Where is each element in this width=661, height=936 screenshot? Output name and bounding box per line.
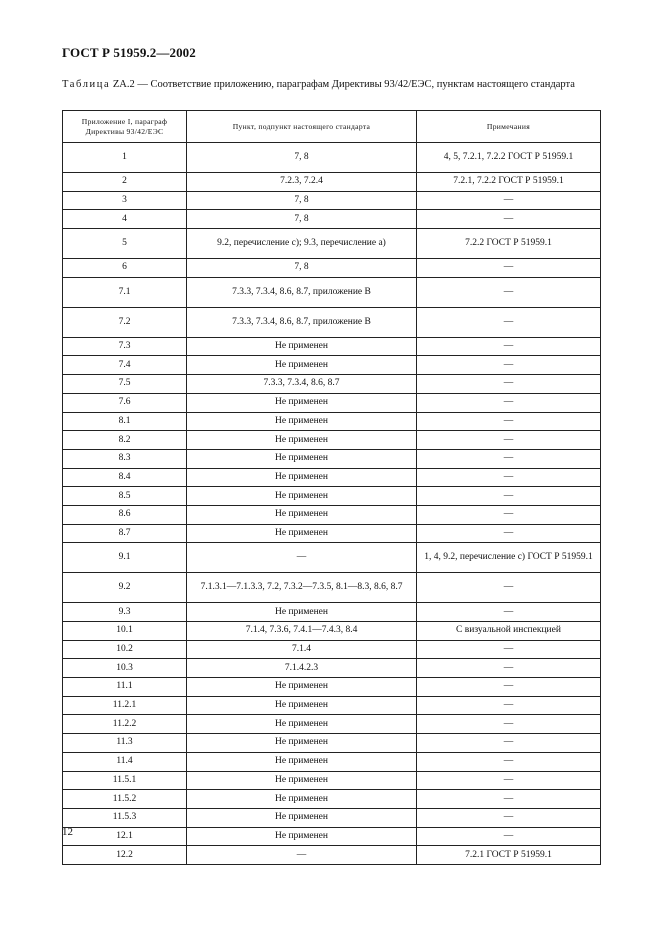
cell-annex-paragraph: 2	[63, 173, 187, 192]
cell-annex-paragraph: 7.6	[63, 393, 187, 412]
cell-annex-paragraph: 5	[63, 229, 187, 259]
table-row	[63, 277, 601, 307]
cell-notes: —	[417, 696, 601, 715]
cell-notes: —	[417, 337, 601, 356]
cell-annex-paragraph: 8.7	[63, 524, 187, 543]
cell-standard-clause: Не применен	[187, 449, 417, 468]
cell-notes: —	[417, 356, 601, 375]
table-row	[63, 505, 601, 524]
table-row	[63, 771, 601, 790]
table-row	[63, 752, 601, 771]
cell-annex-paragraph: 10.2	[63, 640, 187, 659]
cell-standard-clause: 7.1.3.1—7.1.3.3, 7.2, 7.3.2—7.3.5, 8.1—8.3, 8.6, 8.7	[187, 573, 417, 603]
table-row	[63, 808, 601, 827]
cell-notes: —	[417, 210, 601, 229]
cell-standard-clause: Не применен	[187, 505, 417, 524]
cell-notes: —	[417, 191, 601, 210]
table-row	[63, 659, 601, 678]
cell-standard-clause: Не применен	[187, 603, 417, 622]
cell-notes: —	[417, 603, 601, 622]
table-row	[63, 307, 601, 337]
cell-standard-clause: 7, 8	[187, 259, 417, 278]
header-annex-paragraph: Приложение I, параграф Директивы 93/42/ЕЭС	[63, 111, 187, 143]
cell-annex-paragraph: 10.3	[63, 659, 187, 678]
cell-standard-clause: Не применен	[187, 356, 417, 375]
cell-annex-paragraph: 12.1	[63, 827, 187, 846]
cell-notes: —	[417, 790, 601, 809]
table-row	[63, 191, 601, 210]
cell-standard-clause: Не применен	[187, 524, 417, 543]
table-row	[63, 229, 601, 259]
table-row	[63, 210, 601, 229]
table-row	[63, 259, 601, 278]
table-row	[63, 393, 601, 412]
caption-label: Таблица	[62, 79, 111, 90]
cell-notes: —	[417, 573, 601, 603]
cell-notes: —	[417, 259, 601, 278]
cell-notes: —	[417, 449, 601, 468]
table-row	[63, 846, 601, 865]
cell-standard-clause: —	[187, 846, 417, 865]
cell-notes: —	[417, 307, 601, 337]
cell-notes: 7.2.1 ГОСТ Р 51959.1	[417, 846, 601, 865]
table-row	[63, 143, 601, 173]
table-row	[63, 678, 601, 697]
cell-annex-paragraph: 7.2	[63, 307, 187, 337]
header-standard-clause: Пункт, подпункт настоящего стандарта	[187, 111, 417, 143]
table-row	[63, 412, 601, 431]
cell-annex-paragraph: 11.5.3	[63, 808, 187, 827]
table-row	[63, 734, 601, 753]
cell-annex-paragraph: 4	[63, 210, 187, 229]
page-number: 12	[62, 826, 73, 838]
cell-standard-clause: Не применен	[187, 468, 417, 487]
cell-notes: —	[417, 827, 601, 846]
cell-standard-clause: Не применен	[187, 734, 417, 753]
cell-standard-clause: 7.3.3, 7.3.4, 8.6, 8.7	[187, 375, 417, 394]
cell-notes: —	[417, 752, 601, 771]
table-row	[63, 337, 601, 356]
cell-notes: —	[417, 524, 601, 543]
cell-annex-paragraph: 11.1	[63, 678, 187, 697]
cell-standard-clause: 7.3.3, 7.3.4, 8.6, 8.7, приложение В	[187, 307, 417, 337]
table-caption	[62, 78, 602, 91]
cell-standard-clause: 7.3.3, 7.3.4, 8.6, 8.7, приложение В	[187, 277, 417, 307]
cell-standard-clause: Не применен	[187, 431, 417, 450]
table-row	[63, 468, 601, 487]
cell-annex-paragraph: 11.5.2	[63, 790, 187, 809]
table-row	[63, 524, 601, 543]
cell-notes: —	[417, 715, 601, 734]
cell-notes: —	[417, 393, 601, 412]
cell-standard-clause: Не применен	[187, 337, 417, 356]
cell-notes: —	[417, 808, 601, 827]
cell-annex-paragraph: 11.2.1	[63, 696, 187, 715]
cell-standard-clause: Не применен	[187, 790, 417, 809]
cell-annex-paragraph: 11.2.2	[63, 715, 187, 734]
cell-annex-paragraph: 8.5	[63, 487, 187, 506]
cell-annex-paragraph: 9.1	[63, 543, 187, 573]
cell-notes: —	[417, 375, 601, 394]
cell-standard-clause: 7.2.3, 7.2.4	[187, 173, 417, 192]
cell-standard-clause: 7, 8	[187, 210, 417, 229]
correspondence-table	[62, 110, 601, 865]
cell-notes: 1, 4, 9.2, перечисление с) ГОСТ Р 51959.1	[417, 543, 601, 573]
table-row	[63, 543, 601, 573]
cell-annex-paragraph: 7.3	[63, 337, 187, 356]
table-header-row	[63, 111, 601, 143]
cell-annex-paragraph: 11.3	[63, 734, 187, 753]
cell-standard-clause: Не применен	[187, 678, 417, 697]
cell-standard-clause: 7, 8	[187, 191, 417, 210]
cell-standard-clause: Не применен	[187, 715, 417, 734]
cell-annex-paragraph: 8.3	[63, 449, 187, 468]
cell-standard-clause: 7.1.4	[187, 640, 417, 659]
cell-standard-clause: Не применен	[187, 393, 417, 412]
cell-annex-paragraph: 12.2	[63, 846, 187, 865]
cell-standard-clause: 7, 8	[187, 143, 417, 173]
cell-notes: —	[417, 734, 601, 753]
cell-standard-clause: 7.1.4, 7.3.6, 7.4.1—7.4.3, 8.4	[187, 622, 417, 641]
table-body	[63, 143, 601, 865]
table-row	[63, 715, 601, 734]
cell-standard-clause: Не применен	[187, 771, 417, 790]
cell-notes: —	[417, 640, 601, 659]
cell-notes: —	[417, 431, 601, 450]
cell-notes: —	[417, 771, 601, 790]
cell-standard-clause: Не применен	[187, 752, 417, 771]
cell-annex-paragraph: 6	[63, 259, 187, 278]
cell-annex-paragraph: 7.1	[63, 277, 187, 307]
table-row	[63, 375, 601, 394]
table-row	[63, 356, 601, 375]
cell-notes: 7.2.2 ГОСТ Р 51959.1	[417, 229, 601, 259]
cell-annex-paragraph: 8.4	[63, 468, 187, 487]
cell-standard-clause: —	[187, 543, 417, 573]
caption-text: ZA.2 — Соответствие приложению, параграфам Директивы 93/42/ЕЭС, пунктам настоящего стандарта	[110, 79, 575, 90]
cell-annex-paragraph: 3	[63, 191, 187, 210]
cell-notes: —	[417, 468, 601, 487]
cell-annex-paragraph: 7.4	[63, 356, 187, 375]
table-row	[63, 487, 601, 506]
cell-annex-paragraph: 8.1	[63, 412, 187, 431]
cell-notes: —	[417, 505, 601, 524]
cell-annex-paragraph: 11.4	[63, 752, 187, 771]
cell-standard-clause: 7.1.4.2.3	[187, 659, 417, 678]
cell-notes: —	[417, 678, 601, 697]
header-notes: Примечания	[417, 111, 601, 143]
cell-notes: 4, 5, 7.2.1, 7.2.2 ГОСТ Р 51959.1	[417, 143, 601, 173]
cell-annex-paragraph: 9.3	[63, 603, 187, 622]
cell-notes: —	[417, 412, 601, 431]
cell-annex-paragraph: 8.2	[63, 431, 187, 450]
cell-notes: С визуальной инспекцией	[417, 622, 601, 641]
cell-annex-paragraph: 7.5	[63, 375, 187, 394]
table-row	[63, 696, 601, 715]
cell-annex-paragraph: 10.1	[63, 622, 187, 641]
table-row	[63, 640, 601, 659]
cell-standard-clause: Не применен	[187, 412, 417, 431]
cell-notes: —	[417, 487, 601, 506]
cell-notes: 7.2.1, 7.2.2 ГОСТ Р 51959.1	[417, 173, 601, 192]
cell-standard-clause: Не применен	[187, 487, 417, 506]
cell-annex-paragraph: 8.6	[63, 505, 187, 524]
table-row	[63, 622, 601, 641]
cell-annex-paragraph: 9.2	[63, 573, 187, 603]
table-row	[63, 827, 601, 846]
table-row	[63, 573, 601, 603]
cell-annex-paragraph: 1	[63, 143, 187, 173]
table-row	[63, 431, 601, 450]
cell-standard-clause: Не применен	[187, 808, 417, 827]
cell-standard-clause: Не применен	[187, 827, 417, 846]
document-header: ГОСТ Р 51959.2—2002	[62, 45, 196, 60]
cell-notes: —	[417, 277, 601, 307]
cell-annex-paragraph: 11.5.1	[63, 771, 187, 790]
table-row	[63, 603, 601, 622]
table-row	[63, 449, 601, 468]
cell-standard-clause: Не применен	[187, 696, 417, 715]
table-row	[63, 790, 601, 809]
cell-standard-clause: 9.2, перечисление с); 9.3, перечисление а)	[187, 229, 417, 259]
table-row	[63, 173, 601, 192]
cell-notes: —	[417, 659, 601, 678]
